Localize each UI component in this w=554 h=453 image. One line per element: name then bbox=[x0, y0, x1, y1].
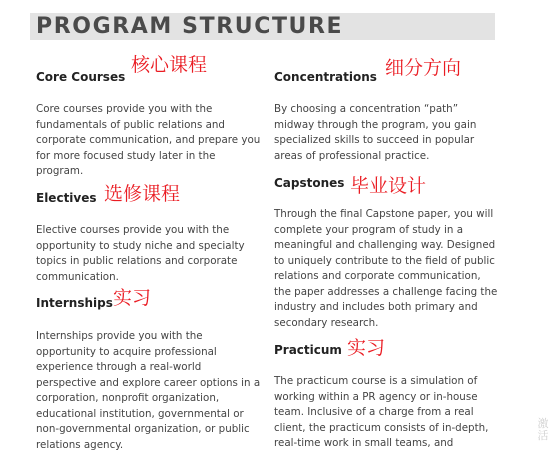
core-courses-note: 核心课程 bbox=[131, 54, 208, 76]
capstones-heading: Capstones bbox=[274, 176, 345, 190]
core-courses-heading: Core Courses bbox=[36, 70, 126, 84]
concentrations-note: 细分方向 bbox=[385, 57, 462, 79]
concentrations-text: By choosing a concentration “path” midway through the program, you gain specialized skills to succeed in popular areas of professional practice. bbox=[274, 103, 477, 162]
page-title: PROGRAM STRUCTURE bbox=[36, 14, 344, 39]
activation-watermark: 激活 bbox=[537, 417, 549, 442]
electives-note: 选修课程 bbox=[104, 183, 181, 205]
concentrations-heading: Concentrations bbox=[274, 70, 377, 84]
electives-text: Elective courses provide you with the opportunity to study niche and specialty topics in public relations and corporate communication. bbox=[36, 224, 245, 283]
capstones-text: Through the final Capstone paper, you will complete your program of study in a meaningful and challenging way. Designed to uniquely contribute to the field of public relations and corporate communication, the paper addresses a challenge facing the industry and includes both primary and secondary research. bbox=[274, 208, 498, 329]
capstones-note: 毕业设计 bbox=[350, 175, 427, 197]
internships-text: Internships provide you with the opportunity to acquire professional experience through a real-world perspective and explore career options in a corporation, nonprofit organization, educational institution, governmental or non-governmental organization, or public relations agency. bbox=[36, 330, 261, 451]
internships-note: 实习 bbox=[113, 287, 152, 309]
practicum-heading: Practicum bbox=[274, 343, 342, 357]
title-bar bbox=[30, 13, 495, 40]
electives-heading: Electives bbox=[36, 191, 97, 205]
core-courses-text: Core courses provide you with the fundamentals of public relations and corporate communication, and prepare you for more focused study later in the program. bbox=[36, 103, 261, 177]
practicum-text: The practicum course is a simulation of working within a PR agency or in-house team. Inclusive of a charge from a real client, the practicum consists of in-depth, real-time work in small teams, and bbox=[274, 375, 489, 449]
internships-heading: Internships bbox=[36, 296, 113, 310]
practicum-note: 实习 bbox=[347, 337, 386, 359]
